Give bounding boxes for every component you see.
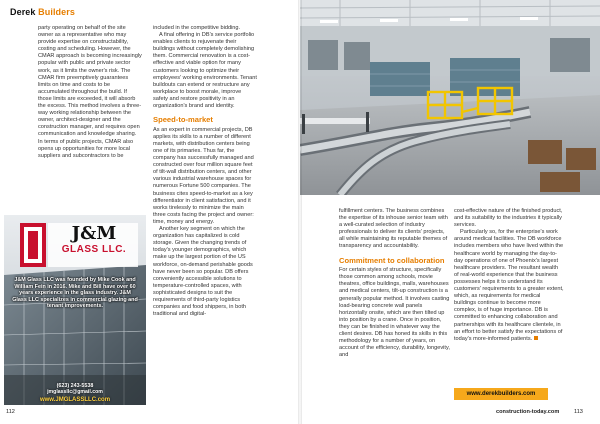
col3-paragraph-2: For certain styles of structure, specifically those common among schools, movie theatres, office buildings, malls, warehouses and medical centers, tilt-up construction is a generally popular method. It involves casting load-bearing concrete wall panels horizontally onsite, which are then tilted up into position by a crane. Once in position, they can be finished in whatever way the client desires. DB has honed its skills in this methodology for a number of years, on account of the efficiency, durability, longevity, and — [339, 267, 450, 359]
col3-paragraph-1: fulfillment centers. The business combines the expertise of its inhouse senior team with a well-curated selection of industry professionals to deliver its clients' projects, all while maintaining its reputable themes of transparency and accountability. — [339, 208, 448, 250]
heading-speed-to-market: Speed-to-market — [153, 115, 213, 125]
col4-paragraph-2-text: Particularly so, for the enterprise's work around medical facilities. The DB workforce includes members who have lived within the healthcare world by managing the day-to-day operations of one of Phoenix's largest healthcare providers. The resultant wealth of real-world experience that the business possesses helps it to understand its customers' requirements to a greater extent, which, as requirements for medical buildings continue to become more complex, is of huge importance. DB is committed to enhancing collaboration and partnerships with its healthcare clientele, in an effort to better satisfy the expectations of today's more-informed patients. — [454, 229, 564, 342]
header-brand-builders: Builders — [38, 7, 75, 17]
logo-initials: J&M — [71, 223, 117, 244]
ad-email[interactable]: jmglassllc@gmail.com — [47, 389, 103, 395]
col4-paragraph-1: cost-effective nature of the finished product, and its suitability to the industries it typically services. — [454, 208, 563, 229]
running-header — [10, 7, 75, 17]
spine-gutter — [298, 0, 302, 424]
ad-phone: (623) 243-5538 — [56, 383, 94, 389]
col4-paragraph-2 — [454, 229, 564, 343]
text-column-4 — [454, 208, 564, 378]
col2-paragraph-1: included in the competitive bidding. — [153, 25, 241, 31]
folio-site-link[interactable]: construction-today.com — [496, 409, 560, 415]
col1-paragraph: party operating on behalf of the site owner as a representative who may provide expertise on constructability, costing and scheduling. However, the CMAR approach is becoming increasingly popular with public and private sector work, as it limits the owner's risk. The CMAR firm preemptively guarantees limits on time and costs to be accumulated throughout the build. If those limits are exceeded, it will absorb the excess. This method involves a three-way working relationship between the owner, architect-designer and the construction manager, and requires open communication and knowledge sharing. In terms of public projects, CMAR also opens up opportunities for more local suppliers and subcontractors to be — [38, 25, 142, 159]
col2-paragraph-2: A final offering in DB's service portfolio enables clients to rejuvenate their buildings without completely demolishing them. Commercial renovation is a cost-effective and viable option for many customers looking to optimize their employees' working environments. Tenant buildouts can extend or restructure any workplace to boost morale, improve safety and restore positivity in an organization's brand and identity. — [153, 32, 257, 110]
end-of-article-icon — [534, 336, 538, 340]
col2-paragraph-3: As an expert in commercial projects, DB applies its skills to a number of different markets, with distribution centers being one of its primaries. Thus far, the company has successfully managed and constructed over four million square feet of tilt-wall distribution centers, and other various industrial warehouse spaces for numerous Fortune 500 companies. The business cites speed-to-market as a key differentiator in client satisfaction, and it works tirelessly to minimize the main three costs facing the project and owner: time, money and energy. — [153, 126, 254, 225]
logo-company-name: GLASS LLC. — [61, 244, 127, 255]
text-column-3 — [339, 208, 451, 408]
jm-glass-advertisement[interactable] — [4, 215, 146, 405]
ad-body-text: J&M Glass LLC was founded by Mike Cook and William Fein in 2016. Mike and Bill have over 60 years experience in the glass industry. J&M Glass LLC specializes in commercial glazing and tenant improvements. — [12, 277, 138, 310]
warehouse-photo — [300, 0, 600, 195]
col2-paragraph-4: Another key segment on which the organization has capitalized is cold storage. Given the changing trends of today's younger demographics, which make up the largest portion of the US workforce, on-demand perishable goods have never been so popular. DB offers conveniently accessible solutions to temperature-controlled spaces, with sophisticated designs to suit the requirements of third-party logistics companies and food shippers, in both traditional and digital- — [153, 226, 253, 318]
heading-commitment-to-collaboration: Commitment to collaboration — [339, 255, 445, 265]
page-number-right: 113 — [574, 409, 583, 415]
logo-text — [50, 224, 138, 256]
ad-website-link[interactable]: www.JMGLASSLLC.com — [39, 397, 111, 403]
text-column-2 — [153, 25, 257, 408]
page-number-left: 112 — [6, 409, 15, 415]
derek-builders-website-link[interactable]: www.derekbuilders.com — [454, 388, 548, 400]
text-column-1 — [38, 25, 142, 197]
header-brand-derek: Derek — [10, 7, 36, 17]
